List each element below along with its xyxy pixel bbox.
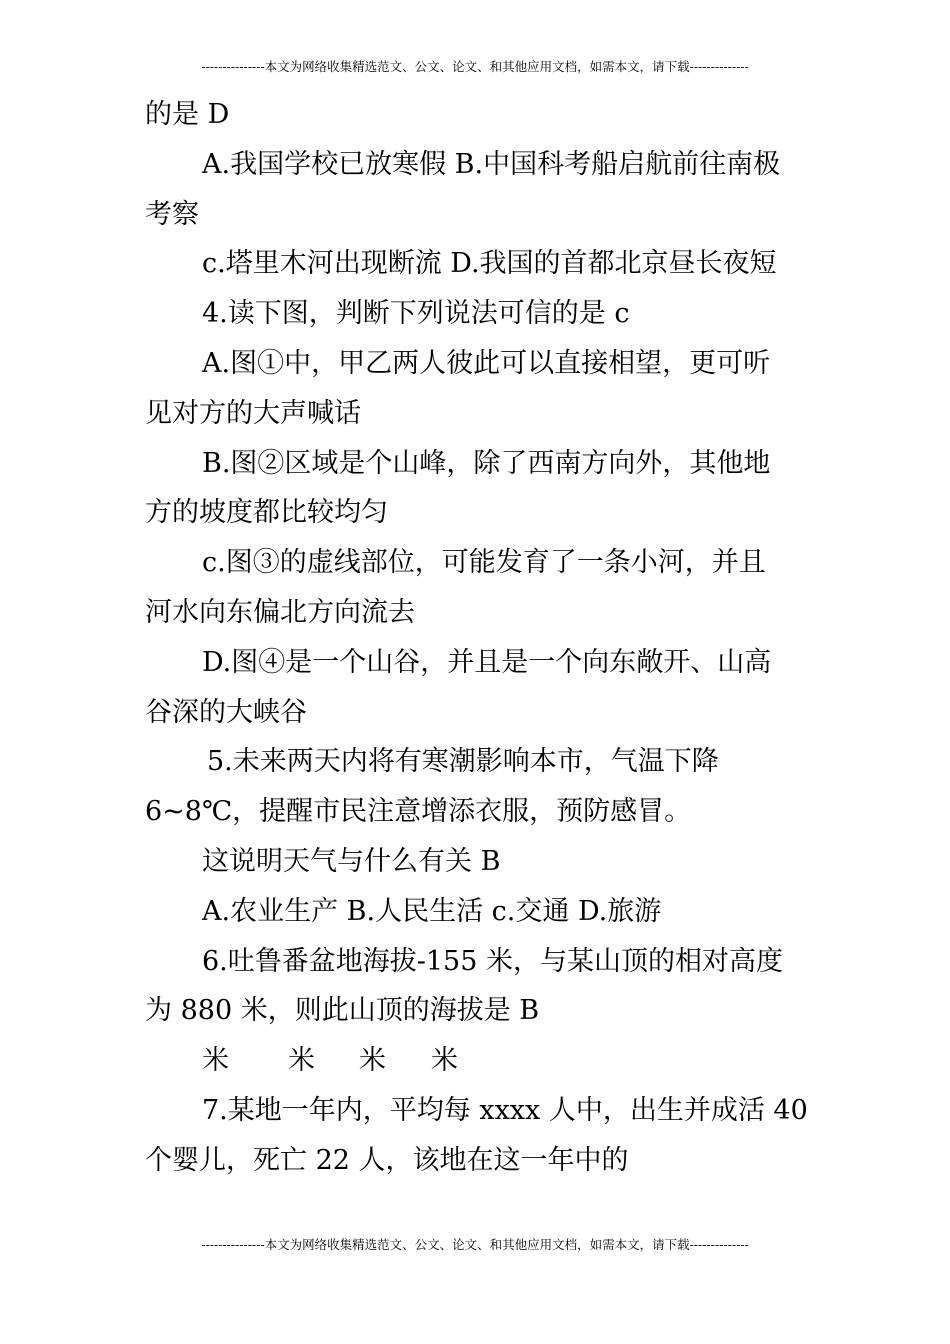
text-line: 6.吐鲁番盆地海拔-155 米，与某山顶的相对高度 [202, 945, 784, 977]
text-line: 7.某地一年内，平均每 xxxx 人中，出生并成活 40 [202, 1094, 808, 1126]
text-line: 5.未来两天内将有寒潮影响本市，气温下降 [207, 746, 719, 778]
text-line: A.图①中，甲乙两人彼此可以直接相望，更可听 [202, 347, 771, 379]
option-unit: 米 [202, 1045, 229, 1077]
text-line: 4.读下图，判断下列说法可信的是 c [202, 298, 630, 330]
text-line: 考察 [145, 198, 199, 230]
text-line: 方的坡度都比较均匀 [145, 497, 388, 529]
header-banner: ---------------本文为网络收集精选范文、公文、论文、和其他应用文档，如需本文，请下载-------------- [201, 59, 749, 74]
text-line: 6~8℃，提醒市民注意增添衣服，预防感冒。 [145, 796, 692, 828]
option-unit: 米 [431, 1045, 458, 1077]
text-line: B.图②区域是个山峰，除了西南方向外，其他地 [202, 447, 771, 479]
text-line: 这说明天气与什么有关 B [202, 845, 501, 877]
text-line: 河水向东偏北方向流去 [145, 596, 415, 628]
text-line: 谷深的大峡谷 [145, 696, 307, 728]
text-line: c.塔里木河出现断流 D.我国的首都北京昼长夜短 [202, 248, 777, 280]
text-line: 的是 D [145, 99, 230, 130]
text-line: A.我国学校已放寒假 B.中国科考船启航前往南极 [202, 148, 781, 180]
footer-banner: ---------------本文为网络收集精选范文、公文、论文、和其他应用文档，如需本文，请下载-------------- [201, 1237, 749, 1252]
option-unit: 米 [359, 1045, 386, 1077]
text-line: A.农业生产 B.人民生活 c.交通 D.旅游 [202, 895, 662, 927]
text-line: 个婴儿，死亡 22 人，该地在这一年中的 [145, 1144, 629, 1176]
options-row [145, 1036, 815, 1086]
document-body [145, 90, 815, 1186]
option-unit: 米 [288, 1045, 315, 1077]
text-line: D.图④是一个山谷，并且是一个向东敞开、山高 [202, 646, 772, 678]
text-line: 见对方的大声喊话 [145, 397, 361, 429]
text-line: 为 880 米，则此山顶的海拔是 B [145, 995, 540, 1027]
text-line: c.图③的虚线部位，可能发育了一条小河，并且 [202, 547, 766, 579]
